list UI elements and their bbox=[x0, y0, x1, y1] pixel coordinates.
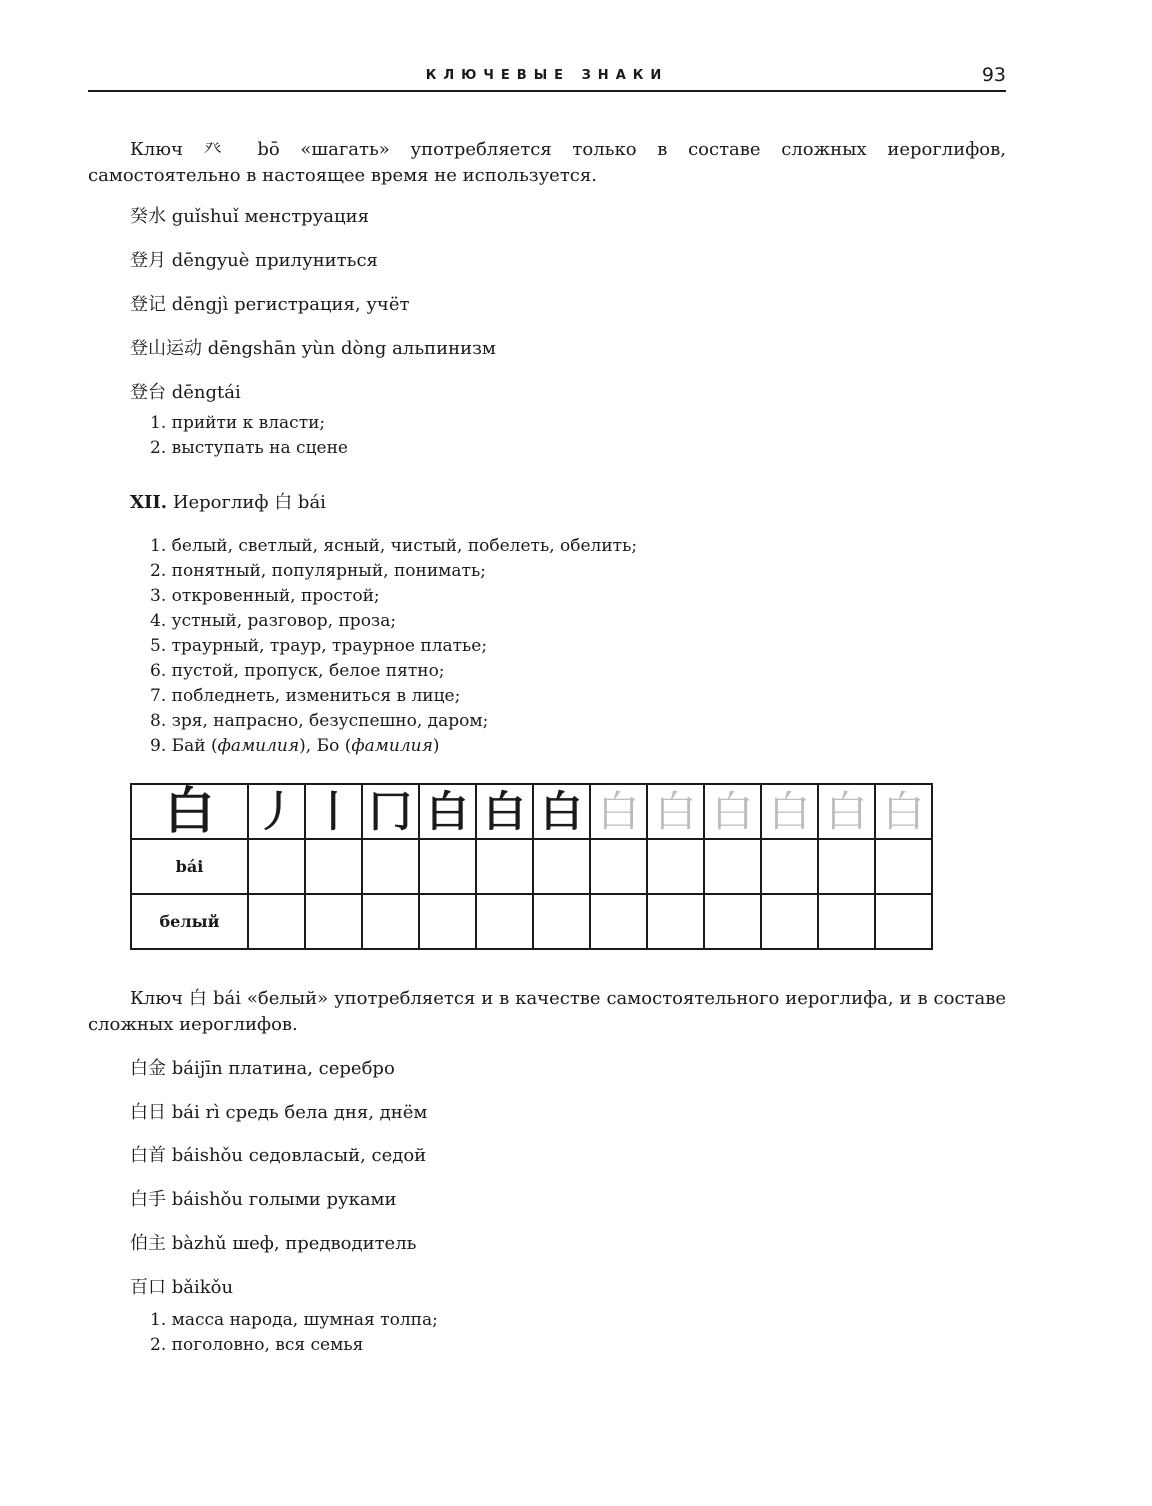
trace-cell bbox=[590, 784, 647, 839]
practice-cell[interactable] bbox=[248, 894, 305, 949]
list-item: 5. траурный, траур, траурное платье; bbox=[150, 636, 488, 656]
practice-cell[interactable] bbox=[305, 894, 362, 949]
entry-dengji: 登记 dēngjì регистрация, учёт bbox=[130, 294, 410, 315]
trace-cell bbox=[647, 784, 704, 839]
trace-cell bbox=[818, 784, 875, 839]
stroke-step: 丨 bbox=[312, 786, 355, 836]
list-item: 1. белый, светлый, ясный, чистый, побелеть, обелить; bbox=[150, 536, 638, 556]
practice-cell[interactable] bbox=[476, 839, 533, 894]
running-title: КЛЮЧЕВЫЕ ЗНАКИ bbox=[425, 68, 669, 83]
entry-baishou-hand: 白手 báishǒu голыми руками bbox=[130, 1189, 397, 1210]
baikou-meanings bbox=[150, 1308, 438, 1358]
list-item: 2. выступать на сцене bbox=[150, 438, 348, 458]
main-character-cell bbox=[131, 784, 248, 839]
list-item: 3. откровенный, простой; bbox=[150, 586, 380, 606]
entry-dengshan: 登山运动 dēngshān yùn dòng альпинизм bbox=[130, 338, 496, 359]
writing-practice-grid bbox=[130, 783, 933, 950]
entry-baijin: 白金 báijīn платина, серебро bbox=[130, 1058, 395, 1079]
list-item: 8. зря, напрасно, безуспешно, даром; bbox=[150, 711, 489, 731]
section-heading bbox=[130, 491, 326, 515]
section-title: Иероглиф 白 bái bbox=[172, 492, 326, 513]
stroke-step: 白 bbox=[483, 786, 526, 836]
table-row bbox=[131, 894, 932, 949]
practice-cell[interactable] bbox=[875, 894, 932, 949]
stroke-step-cell bbox=[476, 784, 533, 839]
practice-cell[interactable] bbox=[305, 839, 362, 894]
stroke-step-cell bbox=[362, 784, 419, 839]
practice-cell[interactable] bbox=[761, 839, 818, 894]
practice-cell[interactable] bbox=[704, 894, 761, 949]
practice-cell[interactable] bbox=[533, 894, 590, 949]
main-character: 白 bbox=[164, 782, 215, 840]
stroke-step: 冂 bbox=[369, 786, 412, 836]
entry-dengtai: 登台 dēngtái bbox=[130, 382, 241, 403]
trace-character: 白 bbox=[825, 786, 868, 836]
table-row bbox=[131, 839, 932, 894]
intro-paragraph-bai: Ключ 白 bái «белый» употребляется и в качестве самостоятельного иероглифа, и в составе сложных иероглифов. bbox=[88, 988, 1006, 1035]
trace-character: 白 bbox=[597, 786, 640, 836]
dengtai-meanings bbox=[150, 411, 348, 461]
stroke-step-cell bbox=[248, 784, 305, 839]
pinyin-cell: bái bbox=[131, 839, 248, 894]
list-item: 4. устный, разговор, проза; bbox=[150, 611, 397, 631]
list-item: 1. масса народа, шумная толпа; bbox=[150, 1310, 438, 1330]
trace-character: 白 bbox=[654, 786, 697, 836]
trace-cell bbox=[704, 784, 761, 839]
stroke-step: 白 bbox=[540, 786, 583, 836]
practice-cell[interactable] bbox=[647, 839, 704, 894]
entry-bairi: 白日 bái rì средь бела дня, днём bbox=[130, 1102, 428, 1123]
trace-character: 白 bbox=[768, 786, 811, 836]
section-number: XII. bbox=[130, 492, 168, 513]
entry-dengyue: 登月 dēngyuè прилуниться bbox=[130, 250, 378, 271]
table-row bbox=[131, 784, 932, 839]
stroke-step: 丿 bbox=[255, 786, 298, 836]
list-item: 2. понятный, популярный, понимать; bbox=[150, 561, 486, 581]
page-header bbox=[88, 66, 1006, 92]
practice-cell[interactable] bbox=[248, 839, 305, 894]
practice-cell[interactable] bbox=[761, 894, 818, 949]
practice-cell[interactable] bbox=[362, 894, 419, 949]
stroke-step-cell bbox=[305, 784, 362, 839]
list-item: 9. Бай (фамилия), Бо (фамилия) bbox=[150, 736, 440, 756]
practice-cell[interactable] bbox=[419, 839, 476, 894]
entry-baikou: 百口 bǎikǒu bbox=[130, 1277, 234, 1298]
meaning-cell: белый bbox=[131, 894, 248, 949]
practice-cell[interactable] bbox=[419, 894, 476, 949]
practice-cell[interactable] bbox=[590, 839, 647, 894]
practice-cell[interactable] bbox=[875, 839, 932, 894]
trace-cell bbox=[761, 784, 818, 839]
bai-meanings bbox=[150, 534, 637, 759]
list-item: 6. пустой, пропуск, белое пятно; bbox=[150, 661, 445, 681]
entry-baishou-head: 白首 báishǒu седовласый, седой bbox=[130, 1145, 427, 1166]
practice-cell[interactable] bbox=[647, 894, 704, 949]
practice-cell[interactable] bbox=[533, 839, 590, 894]
intro-paragraph-bo: Ключ 癶 bō «шагать» употребляется только в составе сложных иероглифов, самостоятельно в настоящее время не используется. bbox=[88, 139, 1006, 186]
practice-cell[interactable] bbox=[704, 839, 761, 894]
trace-character: 白 bbox=[882, 786, 925, 836]
entry-bazhu: 伯主 bàzhǔ шеф, предводитель bbox=[130, 1233, 417, 1254]
entry-guishui: 癸水 guǐshuǐ менструация bbox=[130, 206, 369, 227]
page-number: 93 bbox=[981, 64, 1006, 86]
list-item: 7. побледнеть, измениться в лице; bbox=[150, 686, 461, 706]
stroke-step-cell bbox=[419, 784, 476, 839]
practice-cell[interactable] bbox=[818, 839, 875, 894]
list-item: 1. прийти к власти; bbox=[150, 413, 326, 433]
practice-cell[interactable] bbox=[362, 839, 419, 894]
stroke-step: 白 bbox=[426, 786, 469, 836]
practice-cell[interactable] bbox=[476, 894, 533, 949]
practice-cell[interactable] bbox=[590, 894, 647, 949]
stroke-step-cell bbox=[533, 784, 590, 839]
trace-cell bbox=[875, 784, 932, 839]
list-item: 2. поголовно, вся семья bbox=[150, 1335, 364, 1355]
practice-cell[interactable] bbox=[818, 894, 875, 949]
trace-character: 白 bbox=[711, 786, 754, 836]
